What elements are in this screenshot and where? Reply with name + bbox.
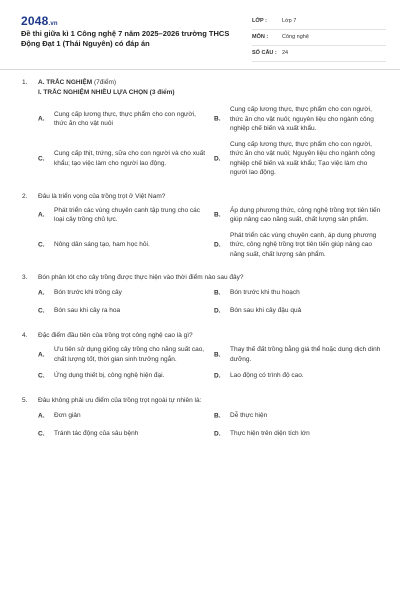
question-header [22, 273, 382, 282]
section-points: (7điểm) [93, 79, 117, 86]
subsection-title: I. TRẮC NGHIỆM NHIỀU LỰA CHỌN (3 điểm) [38, 89, 175, 96]
question-number: 2. [22, 192, 28, 200]
question-number: 4. [22, 332, 28, 339]
option-letter: B. [214, 211, 221, 219]
question-4 [22, 331, 382, 382]
option-a[interactable] [38, 345, 210, 364]
meta-grade-label: LỚP : [252, 18, 267, 24]
question-3 [22, 273, 382, 317]
option-d[interactable] [214, 305, 386, 317]
option-a[interactable] [38, 287, 210, 299]
option-letter: C. [38, 241, 45, 248]
question-number: 5. [22, 397, 28, 404]
option-c[interactable] [38, 305, 210, 317]
section-header [22, 78, 382, 87]
option-a[interactable] [38, 410, 210, 422]
option-b[interactable] [214, 287, 386, 299]
question-2 [22, 192, 382, 260]
options-grid [38, 410, 382, 440]
question-header [22, 331, 382, 340]
meta-subject [252, 30, 386, 46]
option-a[interactable] [38, 206, 210, 225]
option-letter: B. [214, 115, 221, 123]
option-letter: C. [38, 372, 45, 380]
question-5 [22, 396, 382, 440]
options-grid [38, 206, 382, 260]
question-1 [22, 78, 382, 178]
option-d[interactable] [214, 370, 386, 382]
option-text: Cung cấp lương thực, thực phẩm cho con người, thức ăn cho vật nuôi; Nguyên liệu cho ngành công nghiệp chế biến và xuất khẩu; Tạo việc làm cho người lao động. [230, 140, 375, 176]
site-logo[interactable] [21, 14, 58, 28]
option-letter: D. [214, 307, 221, 315]
logo-tld: .vn [48, 21, 58, 27]
option-b[interactable] [214, 206, 386, 225]
question-number: 3. [22, 274, 28, 281]
option-text: Ưu tiên sử dụng giống cây trồng cho năng suất cao, chất lượng tốt, thời gian sinh trưởng ngắn. [54, 346, 205, 363]
option-letter: B. [214, 289, 221, 297]
option-text: Thay thế đất trồng bằng giá thể hoặc dung dịch dinh dưỡng. [230, 346, 381, 363]
option-d[interactable] [214, 231, 386, 260]
option-text: Bón trước khi thu hoạch [230, 289, 300, 297]
exam-meta [252, 14, 386, 62]
option-letter: A. [38, 289, 45, 297]
options-grid [38, 287, 382, 317]
option-letter: A. [38, 115, 45, 123]
option-letter: A. [38, 211, 45, 219]
question-text: Đặc điểm đầu tiên của trồng trọt công nghệ cao là gì? [38, 332, 193, 339]
option-text: Dễ thực hiện [230, 412, 268, 420]
meta-subject-value: Công nghệ [282, 34, 309, 40]
exam-content [22, 78, 382, 440]
option-text: Thực hiện trên diện tích lớn [230, 430, 310, 438]
option-text: Phát triển các vùng chuyên canh, áp dụng phương thức, công nghệ trồng trọt tiên tiến giúp nâng cao năng suất, chất lượng sản phẩm. [230, 231, 377, 258]
option-b[interactable] [214, 105, 386, 134]
logo-main: 2048 [21, 14, 49, 28]
option-letter: D. [214, 154, 221, 162]
question-text: Bón phân lót cho cây trồng được thực hiện vào thời điểm nào sau đây? [38, 274, 244, 281]
option-text: Cung cấp lương thực, thực phẩm cho con người, thức ăn cho vật nuôi; nguyên liệu cho ngành công nghiệp chế biến và xuất khẩu. [230, 106, 374, 132]
option-letter: D. [214, 372, 221, 380]
meta-count-label: SỐ CÂU : [252, 50, 277, 56]
question-text: Đâu không phải ưu điểm của trồng trọt ngoài tự nhiên là: [38, 397, 202, 404]
option-text: Bón sau khi cây ra hoa [54, 307, 121, 315]
option-letter: B. [214, 350, 221, 358]
option-letter: B. [214, 412, 221, 420]
option-letter: C. [38, 307, 45, 315]
exam-title: Đề thi giữa kì 1 Công nghệ 7 năm 2025–2026 trường THCS Động Đạt 1 (Thái Nguyên) có đáp án [21, 29, 230, 48]
question-header [22, 396, 382, 405]
option-c[interactable] [38, 370, 210, 382]
option-text: Tránh tác động của sâu bệnh [54, 430, 139, 438]
meta-count-value: 24 [282, 50, 289, 56]
meta-subject-label: MÔN : [252, 34, 269, 40]
meta-grade [252, 14, 386, 30]
meta-count [252, 46, 386, 62]
option-text: Đơn giản [54, 412, 81, 420]
option-c[interactable] [38, 428, 210, 440]
option-b[interactable] [214, 345, 386, 364]
option-d[interactable] [214, 140, 386, 178]
options-grid [38, 105, 382, 178]
section-title-text: A. TRẮC NGHIỆM [38, 79, 93, 86]
option-text: Áp dụng phương thức, công nghệ trồng trọt tiên tiến giúp nâng cao năng suất, chất lượng sản phẩm. [230, 206, 381, 223]
option-text: Phát triển các vùng chuyên canh tập trung cho các loại cây trồng chủ lực. [54, 206, 200, 223]
section-title [38, 79, 116, 86]
question-number: 1. [22, 79, 28, 86]
option-letter: A. [38, 350, 45, 358]
option-c[interactable] [38, 231, 210, 260]
option-b[interactable] [214, 410, 386, 422]
header [0, 0, 400, 70]
options-grid [38, 345, 382, 382]
option-text: Bón trước khi trồng cây [54, 289, 122, 297]
option-letter: C. [38, 154, 45, 162]
option-text: Ứng dụng thiết bị, công nghệ hiện đại. [54, 372, 165, 380]
option-text: Nông dân sáng tạo, ham học hỏi. [54, 241, 150, 248]
option-a[interactable] [38, 105, 210, 134]
option-letter: A. [38, 412, 45, 420]
question-text: Đâu là triển vọng của trồng trọt ở Việt Nam? [38, 192, 166, 200]
option-text: Cung cấp lương thực, thực phẩm cho con người, thức ăn cho vật nuôi [54, 110, 196, 128]
option-c[interactable] [38, 140, 210, 178]
option-letter: D. [214, 241, 221, 248]
option-letter: C. [38, 430, 45, 438]
option-d[interactable] [214, 428, 386, 440]
option-text: Lao động có trình độ cao. [230, 372, 304, 380]
option-text: Bón sau khi cây đậu quả [230, 307, 302, 315]
question-header [22, 192, 382, 201]
option-letter: D. [214, 430, 221, 438]
meta-grade-value: Lớp 7 [282, 18, 297, 24]
option-text: Cung cấp thịt, trứng, sữa cho con người và cho xuất khẩu; tạo việc làm cho người lao động. [54, 150, 206, 167]
